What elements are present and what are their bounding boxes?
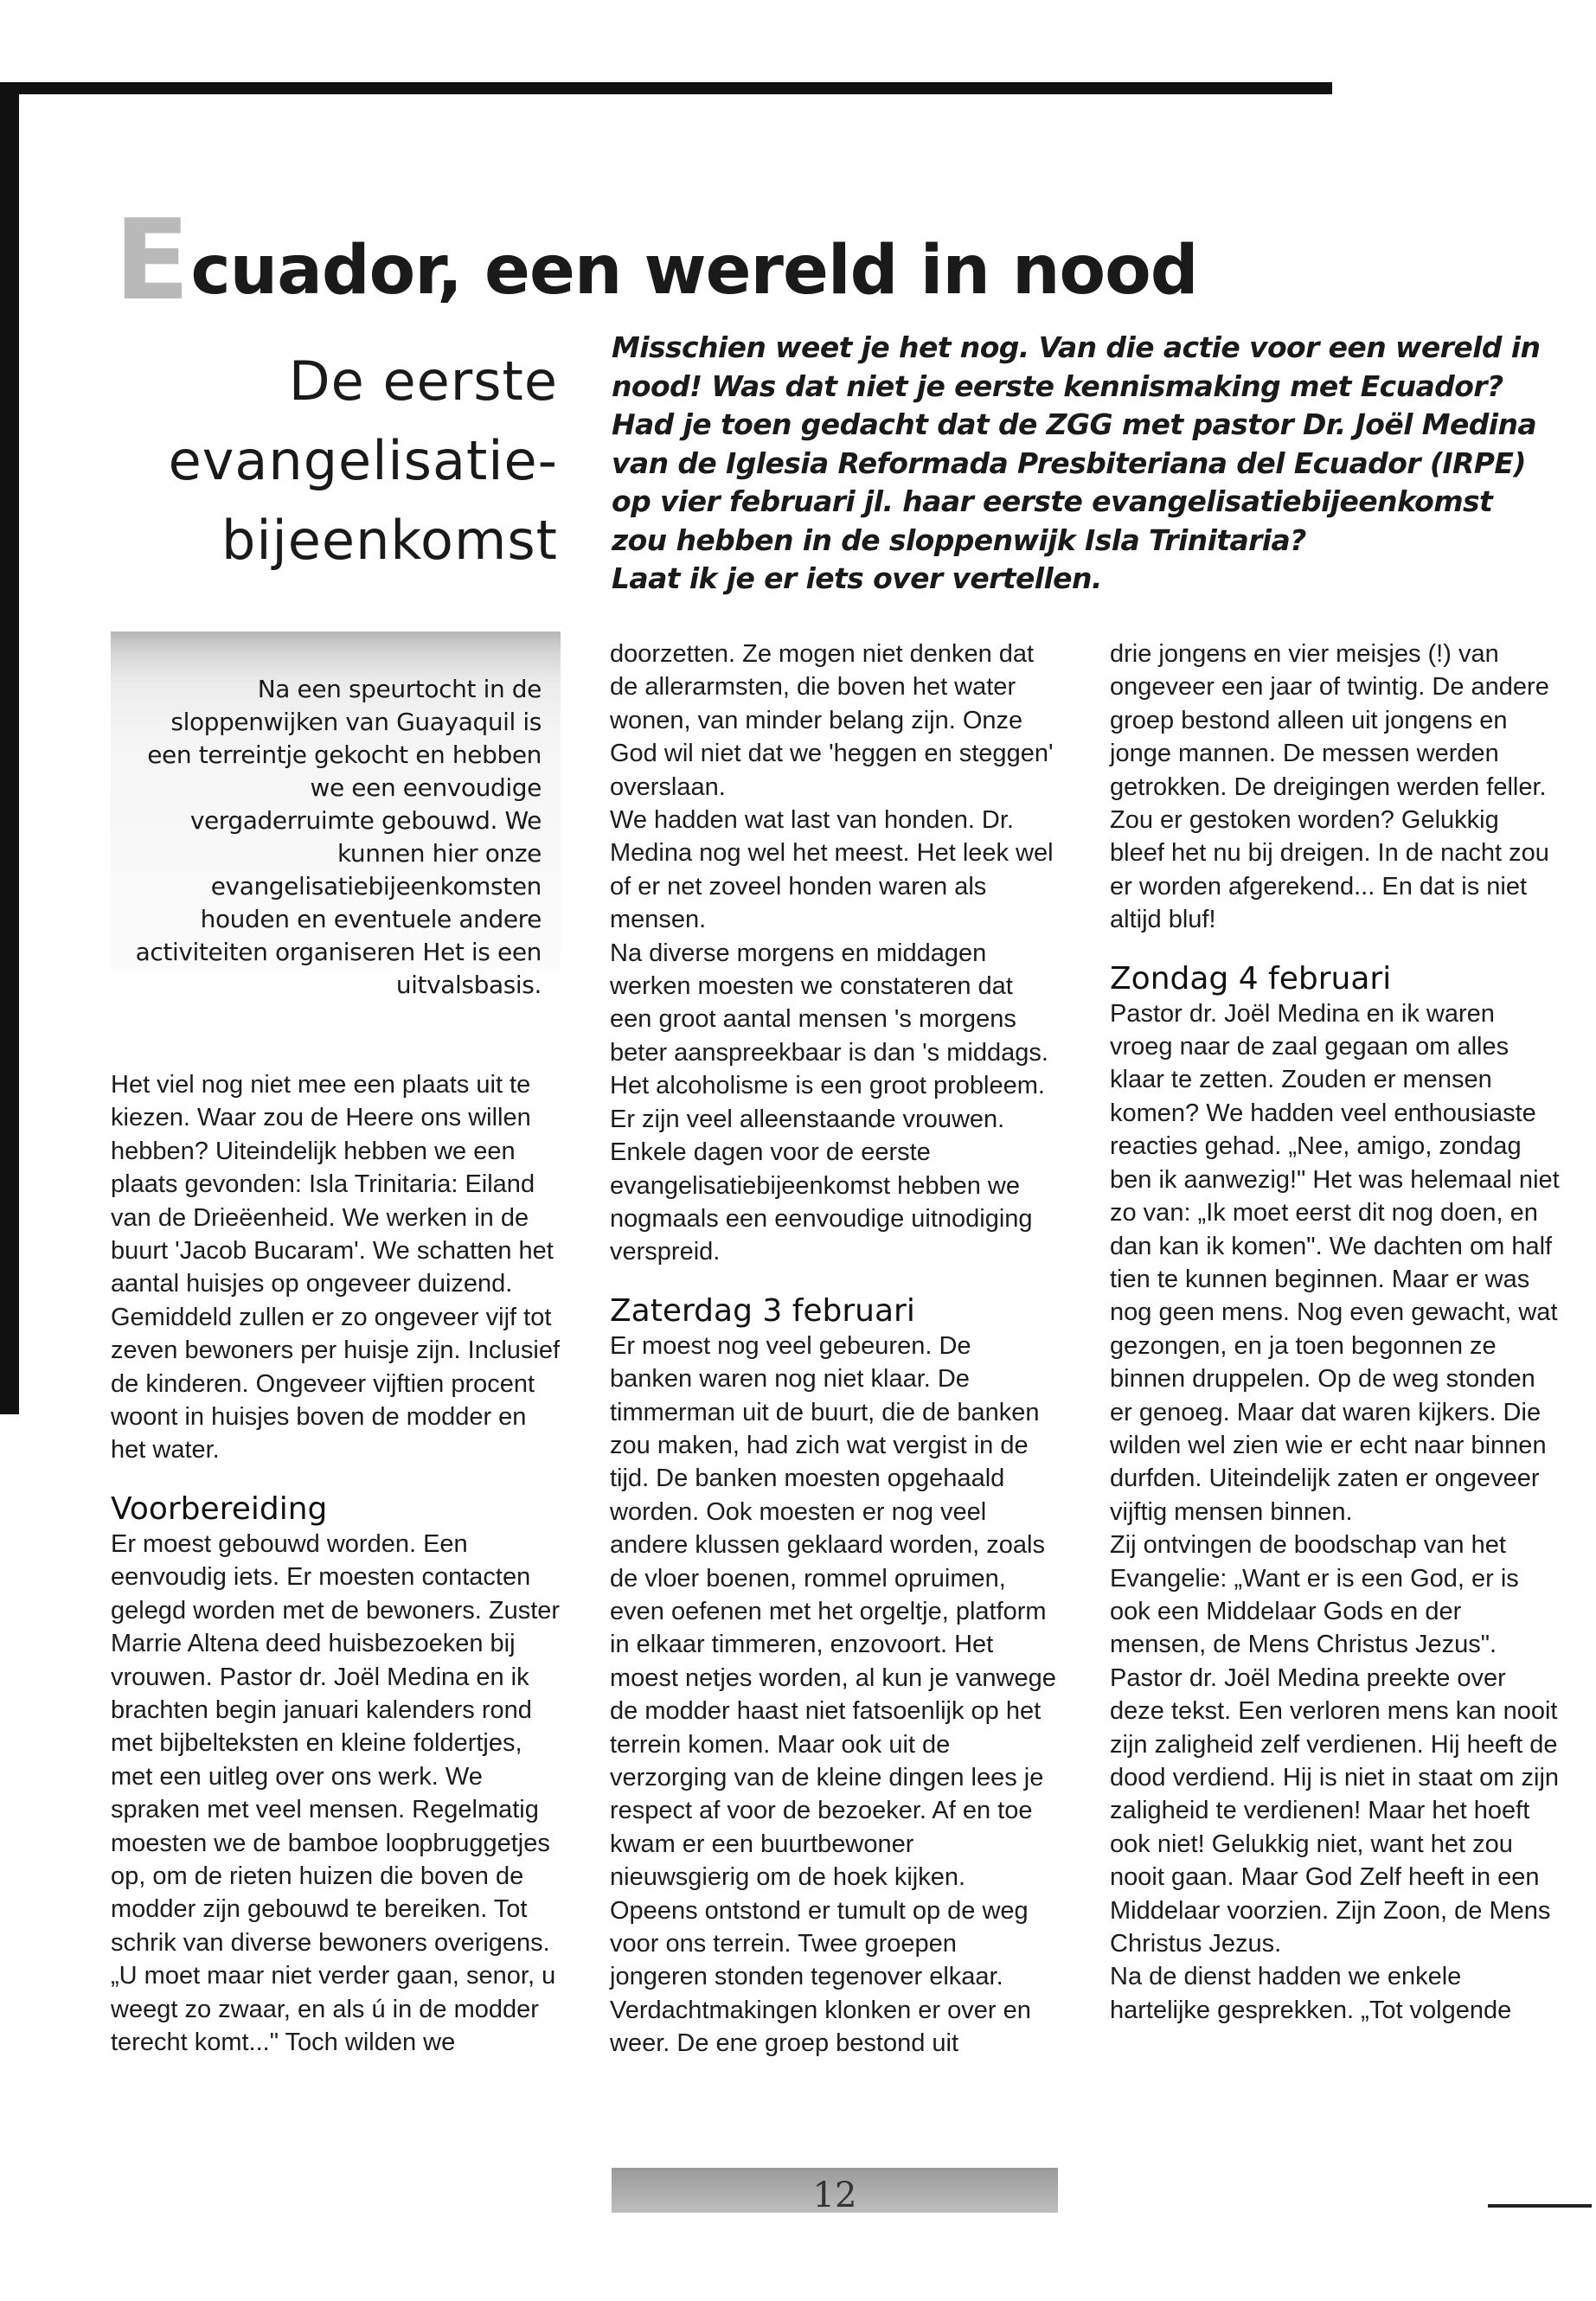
intro-text: Misschien weet je het nog. Van die actie voor een wereld in nood! Was dat niet je eerste kennismaking met Ecuador? Had je toen gedacht dat de ZGG met pastor Dr. Joël Medina van de Iglesia Reformada Presbiteriana del Ecuador (IRPE) op vier februari jl. haar eerste evangelisatiebijeenkomst zou hebben in de sloppenwijk Isla Trinitaria?: [612, 330, 1541, 557]
summary-box: [111, 631, 561, 999]
subtitle-line-1: De eerste: [288, 349, 558, 413]
subtitle-line-2: evangelisatie-: [168, 429, 558, 492]
bottom-right-rule: [1488, 2204, 1592, 2208]
section-heading-voorbereiding: Voorbereiding: [111, 1490, 328, 1527]
article-title: [114, 196, 1198, 325]
paragraph: Zij ontvingen de boodschap van het Evangelie: „Want er is een God, er is ook een Middelaar Gods en der mensen, de Mens Christus Jezus". Pastor dr. Joël Medina preekte over deze tekst. Een verloren mens kan nooit zijn zaligheid zelf verdienen. Hij heeft de dood verdiend. Hij is niet in staat om zijn zaligheid te verdienen! Maar het hoeft ook niet! Gelukkig niet, want het zou nooit gaan. Maar God Zelf heeft in een Middelaar voorzien. Zijn Zoon, de Mens Christus Jezus.: [1110, 1531, 1560, 1958]
paragraph: Het viel nog niet mee een plaats uit te kiezen. Waar zou de Heere ons willen hebben? Uiteindelijk hebben we een plaats gevonden: Isla Trinitaria: Eiland van de Drieëenheid. We werken in de buurt 'Jacob Bucaram'. We schatten het aantal huisjes op ongeveer duizend. Gemiddeld zullen er zo ongeveer vijf tot zeven bewoners per huisje zijn. Inclusief de kinderen. Ongeveer vijftien procent woont in huisjes boven de modder en het water.: [111, 1071, 561, 1465]
paragraph: Enkele dagen voor de eerste evangelisatiebijeenkomst hebben we nogmaals een eenvoudige uitnodiging verspreid.: [610, 1138, 1033, 1266]
column-2: [610, 638, 1060, 2061]
section-heading-zaterdag: Zaterdag 3 februari: [610, 1292, 915, 1329]
paragraph: Er moest nog veel gebeuren. De banken waren nog niet klaar. De timmerman uit de buurt, die de banken zou maken, had zich wat vergist in de tijd. De banken moesten opgehaald worden. Ook moesten er nog veel andere klussen geklaard worden, zoals de vloer boenen, rommel opruimen, even oefenen met het orgeltje, platform in elkaar timmeren, enzovoort. Het moest netjes worden, al kun je vanwege de modder haast niet fatsoenlijk op het terrein komen. Maar ook uit de verzorging van de kleine dingen lees je respect af voor de bezoeker. Af en toe kwam er een buurtbewoner nieuwsgierig om de hoek kijken. Opeens ontstond er tumult op de weg voor ons terrein. Twee groepen jongeren stonden tegenover elkaar. Verdachtmakingen klonken er over en weer. De ene groep bestond uit: [610, 1331, 1056, 2058]
paragraph: We hadden wat last van honden. Dr. Medina nog wel het meest. Het leek wel of er net zoveel honden waren als mensen.: [610, 806, 1054, 934]
paragraph: Er moest gebouwd worden. Een eenvoudig iets. Er moesten contacten gelegd worden met de bewoners. Zuster Marrie Altena deed huisbezoeken bij vrouwen. Pastor dr. Joël Medina en ik brachten begin januari kalenders rond met bijbelteksten en kleine foldertjes, met een uitleg over ons werk. We spraken met veel mensen. Regelmatig moesten we de bamboe loopbruggetjes op, om de rieten huizen die boven de modder zijn gebouwd te bereiken. Tot schrik van diverse bewoners overigens. „U moet maar niet verder gaan, senor, u weegt zo zwaar, en als ú in de modder terecht komt..." Toch wilden we: [111, 1529, 561, 2056]
paragraph: Pastor dr. Joël Medina en ik waren vroeg naar de zaal gegaan om alles klaar te zetten. Zouden er mensen komen? We hadden veel enthousiaste reacties gehad. „Nee, amigo, zondag ben ik aanwezig!" Het was helemaal niet zo van: „Ik moet eerst dit nog doen, en dan kan ik komen". We dachten om half tien te kunnen beginnen. Maar er was nog geen mens. Nog even gewacht, wat gezongen, en ja toen begonnen ze binnen druppelen. Op de weg stonden er genoeg. Maar dat waren kijkers. Die wilden wel zien wie er echt naar binnen durfden. Uiteindelijk zaten er ongeveer vijftig mensen binnen.: [1110, 999, 1560, 1526]
paragraph: Na de dienst hadden we enkele hartelijke gesprekken. „Tot volgende: [1110, 1963, 1512, 2024]
title-text: cuador, een wereld in nood: [190, 232, 1198, 310]
subtitle-line-3: bijeenkomst: [221, 509, 558, 572]
page-number: 12: [612, 2168, 1058, 2213]
intro-lead: [612, 329, 1554, 599]
paragraph: doorzetten. Ze mogen niet denken dat de allerarmsten, die boven het water wonen, van minder belang zijn. Onze God wil niet dat we 'heggen en steggen' overslaan.: [610, 640, 1054, 801]
article-subtitle: [74, 342, 558, 580]
top-border-bar: [0, 82, 1332, 94]
column-1: [111, 1068, 561, 2059]
column-3: [1110, 638, 1560, 2027]
intro-last-line: Laat ik je er iets over vertellen.: [612, 561, 1102, 595]
title-initial: E: [114, 196, 189, 325]
section-heading-zondag: Zondag 4 februari: [1110, 960, 1392, 997]
paragraph: drie jongens en vier meisjes (!) van ongeveer een jaar of twintig. De andere groep bestond alleen uit jongens en jonge mannen. De messen werden getrokken. De dreigingen werden feller. Zou er gestoken worden? Gelukkig bleef het nu bij dreigen. In de nacht zou er worden afgerekend... En dat is niet altijd bluf!: [1110, 640, 1549, 934]
left-border-bar: [0, 82, 19, 1414]
summary-text: Na een speurtocht in de sloppenwijken van Guayaquil is een terreintje gekocht en hebben we een eenvoudige vergaderruimte gebouwd. We kunnen hier onze evangelisatiebijeenkomsten houden en eventuele andere activiteiten organiseren Het is een uitvalsbasis.: [135, 675, 542, 999]
paragraph: Na diverse morgens en middagen werken moesten we constateren dat een groot aantal mensen 's morgens beter aanspreekbaar is dan 's middags. Het alcoholisme is een groot probleem. Er zijn veel alleenstaande vrouwen.: [610, 939, 1048, 1133]
